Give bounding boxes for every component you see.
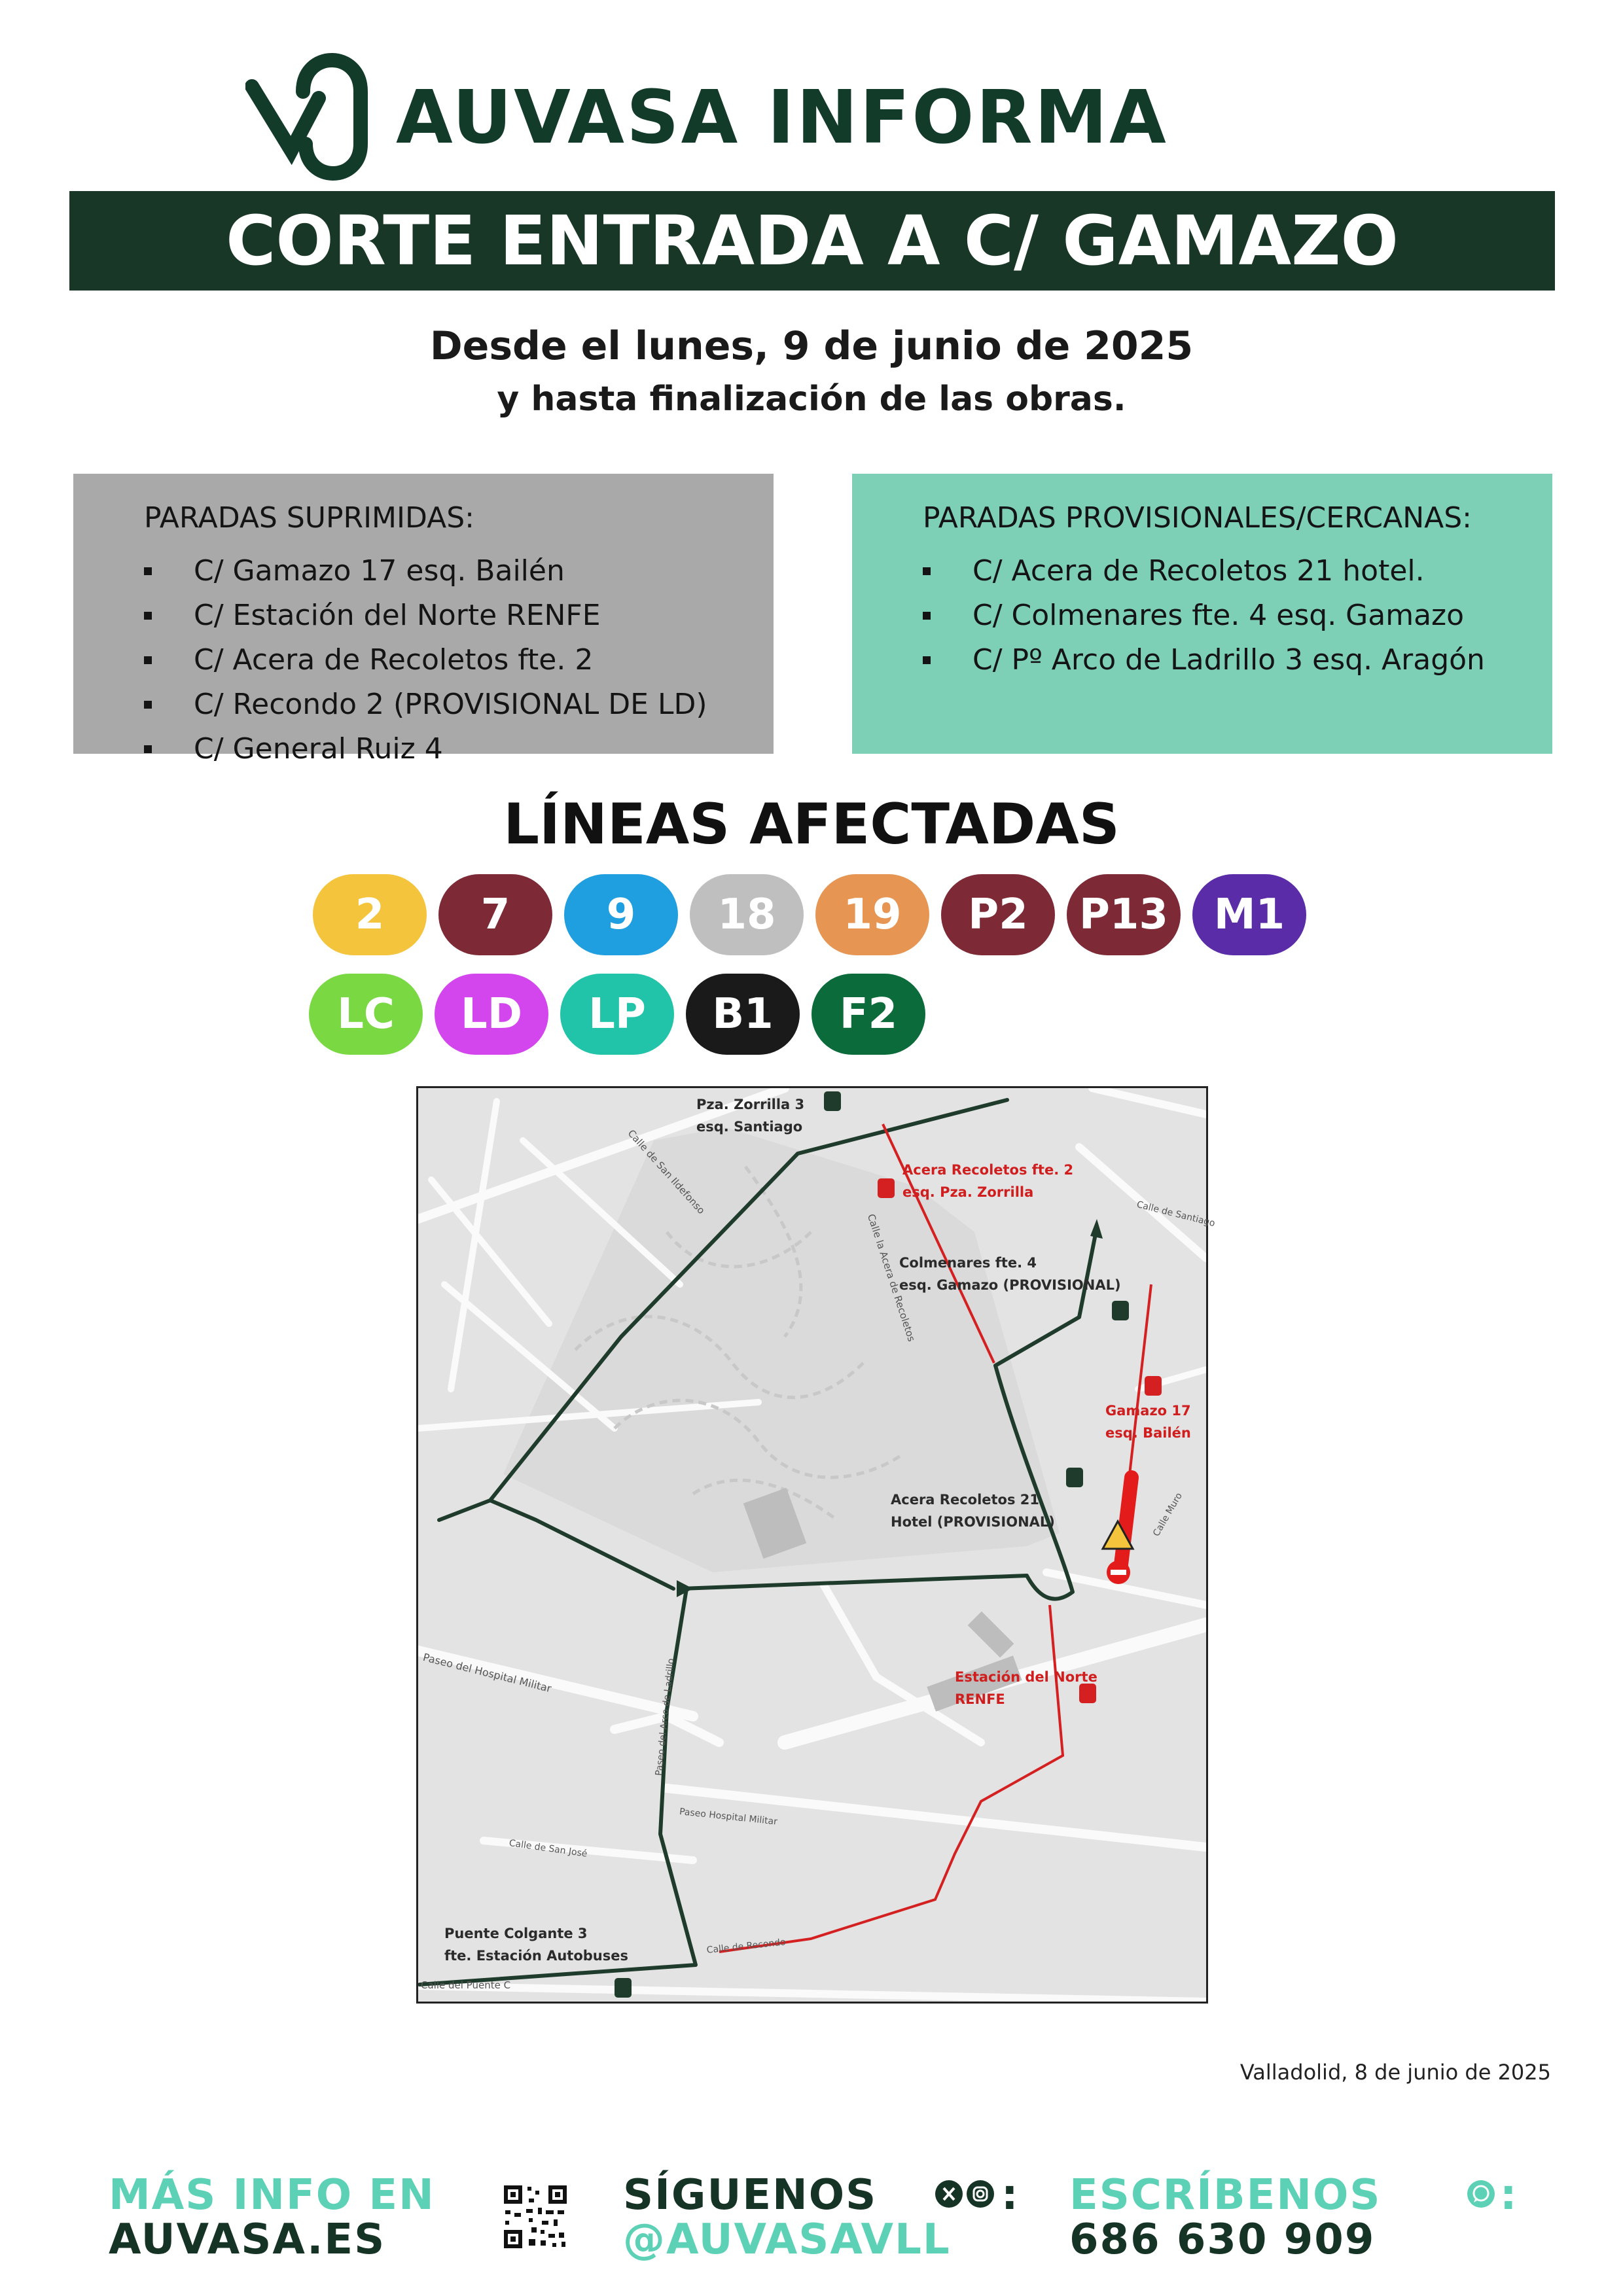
affected-lines-title: LÍNEAS AFECTADAS bbox=[503, 792, 1120, 857]
line-badge: 7 bbox=[438, 874, 552, 955]
footer-write-value[interactable]: 686 630 909 bbox=[1069, 2216, 1376, 2264]
map-label-puente-colgante: Puente Colgante 3 fte. Estación Autobuses bbox=[444, 1926, 628, 1964]
provisional-stops-list bbox=[923, 549, 1552, 682]
suppressed-stops-title: PARADAS SUPRIMIDAS: bbox=[144, 501, 474, 535]
list-item: C/ Colmenares fte. 4 esq. Gamazo bbox=[923, 593, 1552, 638]
instagram-icon bbox=[967, 2180, 994, 2208]
map-label-zorrilla: Pza. Zorrilla 3 esq. Santiago bbox=[696, 1097, 805, 1135]
auvasa-logo bbox=[245, 52, 376, 190]
whatsapp-icon bbox=[1466, 2179, 1496, 2209]
list-item: C/ General Ruiz 4 bbox=[144, 727, 774, 771]
line-badge: 2 bbox=[313, 874, 427, 955]
street-label: Paseo del Arco de Ladrillo bbox=[654, 1657, 677, 1776]
route-map bbox=[416, 1086, 1217, 2004]
list-item: C/ Gamazo 17 esq. Bailén bbox=[144, 549, 774, 593]
footer-follow-colon: : bbox=[1001, 2171, 1020, 2219]
suppressed-stops-box bbox=[73, 474, 774, 766]
map-label-recoletos-21: Acera Recoletos 21 Hotel (PROVISIONAL) bbox=[891, 1492, 1055, 1530]
date-line-2: y hasta finalización de las obras. bbox=[497, 380, 1126, 419]
street-label: Calle del Puente C bbox=[421, 1979, 511, 1991]
map-graphic bbox=[418, 1088, 1206, 2002]
provisional-stops-box bbox=[852, 474, 1552, 754]
street-label: Paseo del Hospital Militar bbox=[421, 1651, 553, 1695]
list-item: C/ Pº Arco de Ladrillo 3 esq. Aragón bbox=[923, 638, 1552, 682]
list-item: C/ Estación del Norte RENFE bbox=[144, 593, 774, 638]
place-date: Valladolid, 8 de junio de 2025 bbox=[1240, 2060, 1551, 2085]
banner-title: CORTE ENTRADA A C/ GAMAZO bbox=[226, 201, 1399, 281]
line-badge: M1 bbox=[1192, 874, 1306, 955]
footer-follow-value[interactable]: @AUVASAVLL bbox=[623, 2216, 951, 2264]
line-badge: LP bbox=[560, 974, 674, 1055]
street-label: Calle de Recondo bbox=[706, 1937, 787, 1956]
line-badge: LC bbox=[309, 974, 423, 1055]
footer-write-label: ESCRÍBENOS bbox=[1069, 2171, 1382, 2219]
street-label: Paseo Hospital Militar bbox=[679, 1807, 778, 1828]
line-badge: P2 bbox=[941, 874, 1055, 955]
date-line-1: Desde el lunes, 9 de junio de 2025 bbox=[429, 323, 1194, 369]
line-badge: F2 bbox=[812, 974, 925, 1055]
map-label-estacion-norte: Estación del Norte RENFE bbox=[955, 1669, 1097, 1707]
social-icons bbox=[935, 2179, 996, 2209]
map-label-recoletos-fte2: Acera Recoletos fte. 2 esq. Pza. Zorrilla bbox=[902, 1162, 1074, 1200]
line-badge: B1 bbox=[686, 974, 800, 1055]
list-item: C/ Acera de Recoletos 21 hotel. bbox=[923, 549, 1552, 593]
footer-info-label: MÁS INFO EN bbox=[109, 2171, 435, 2219]
provisional-stops-title: PARADAS PROVISIONALES/CERCANAS: bbox=[923, 501, 1472, 535]
line-badge: P13 bbox=[1067, 874, 1181, 955]
line-badge: 9 bbox=[564, 874, 678, 955]
list-item: C/ Acera de Recoletos fte. 2 bbox=[144, 638, 774, 682]
street-label: Calle Muro bbox=[1151, 1491, 1185, 1538]
street-label: Calle de Santiago bbox=[1135, 1199, 1217, 1229]
line-badge: LD bbox=[435, 974, 548, 1055]
footer-follow-label: SÍGUENOS bbox=[623, 2171, 878, 2219]
map-label-gamazo: Gamazo 17 esq. Bailén bbox=[1105, 1403, 1191, 1441]
street-label: Calle la Acera de Recoletos bbox=[865, 1212, 918, 1343]
footer-write-colon: : bbox=[1500, 2171, 1518, 2219]
brand-title: AUVASA INFORMA bbox=[396, 75, 1168, 160]
qr-code-icon[interactable] bbox=[503, 2184, 568, 2250]
map-label-colmenares: Colmenares fte. 4 esq. Gamazo (PROVISIONAL) bbox=[899, 1255, 1121, 1293]
street-label: Calle de San Ildefonso bbox=[625, 1127, 707, 1217]
line-badge: 18 bbox=[690, 874, 804, 955]
list-item: C/ Recondo 2 (PROVISIONAL DE LD) bbox=[144, 682, 774, 727]
street-label: Calle de San José bbox=[508, 1838, 588, 1860]
footer-info-value[interactable]: AUVASA.ES bbox=[109, 2216, 386, 2264]
line-badge: 19 bbox=[815, 874, 929, 955]
suppressed-stops-list bbox=[144, 549, 774, 771]
